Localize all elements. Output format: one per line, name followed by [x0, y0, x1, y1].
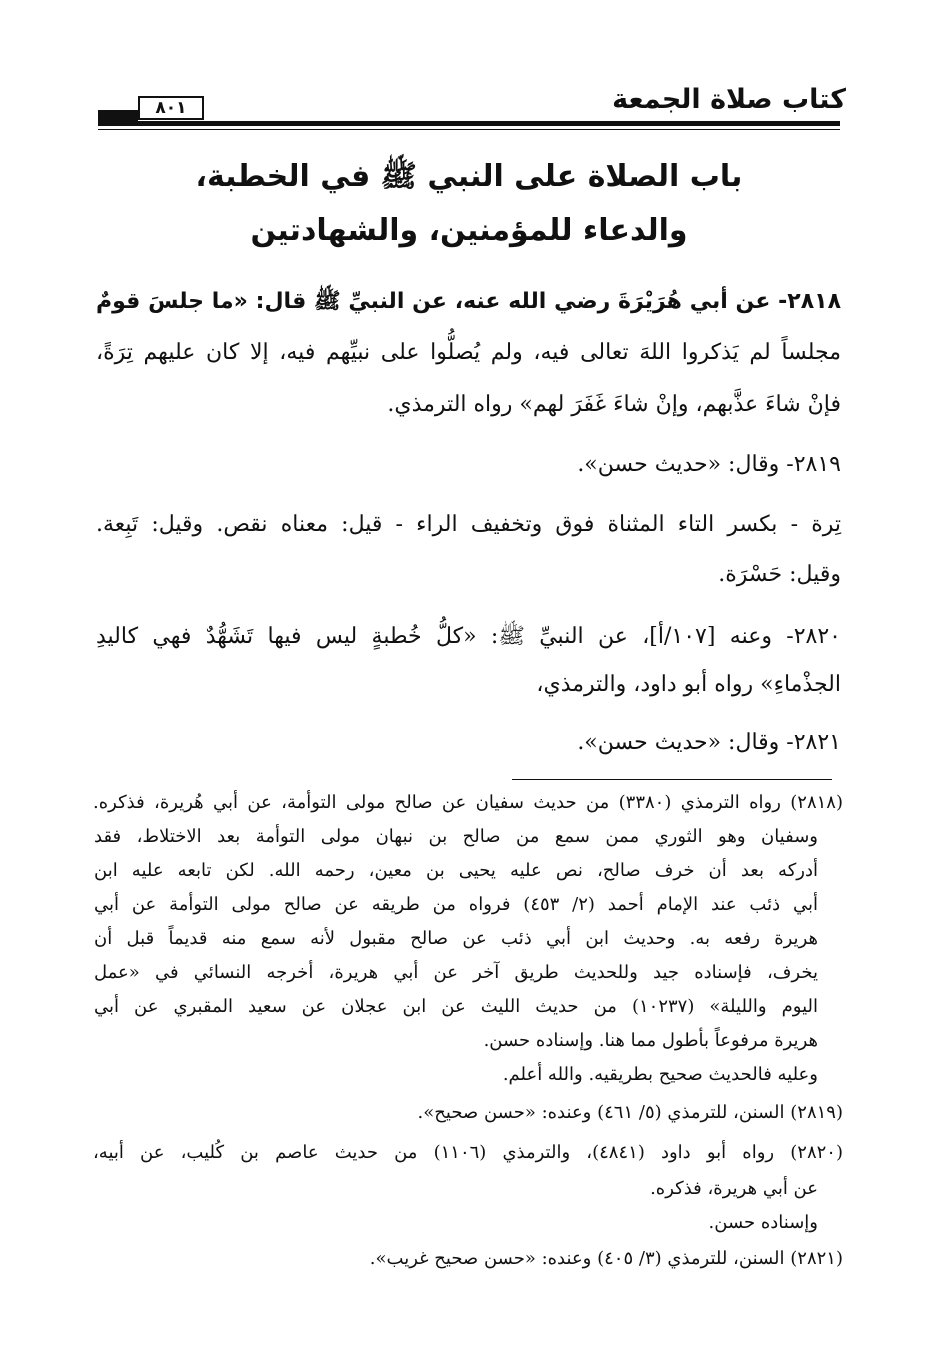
header-rule-thick [98, 121, 840, 126]
footnote-2820-line-2: عن أبي هريرة، فذكره. [650, 1178, 818, 1199]
tira-explanation-line-1: تِرة - بكسر التاء المثناة فوق وتخفيف الراء - قيل: معناه نقص. وقيل: تَبِعة. [96, 512, 841, 537]
header-rule-cap [98, 110, 138, 121]
footnote-2818-line-1: (٢٨١٨) رواه الترمذي (٣٣٨٠) من حديث سفيان عن صالح مولى التوأمة، عن أبي هُريرة، فذكره. [93, 792, 843, 813]
page-number: ٨٠١ [138, 96, 204, 120]
hadith-2818-line-3: فإنْ شاءَ عذَّبهم، وإنْ شاءَ غَفَرَ لهم» رواه الترمذي. [387, 392, 841, 417]
footnote-2818-line-4: أبي ذئب عند الإمام أحمد (٢/ ٤٥٣) فرواه من طريقه عن صالح مولى التوأمة عن أبي [94, 894, 818, 915]
hadith-2818-line-1: ٢٨١٨- عن أبي هُرَيْرَةَ رضي الله عنه، عن النبيِّ ﷺ قال: «ما جلسَ قومٌ [96, 289, 841, 314]
footnote-2818-line-6: يخرف، فإسناده جيد وللحديث طريق آخر عن أبي هريرة، أخرجه النسائي في «عمل [94, 962, 818, 983]
hadith-2820-line-2: الجذْماءِ» رواه أبو داود، والترمذي، [536, 672, 841, 697]
hadith-2819: ٢٨١٩- وقال: «حديث حسن». [577, 452, 841, 477]
chapter-title-line-1: باب الصلاة على النبي ﷺ في الخطبة، [195, 159, 743, 194]
footnote-2820-line-3: وإسناده حسن. [708, 1212, 818, 1233]
footnote-2819: (٢٨١٩) السنن، للترمذي (٥/ ٤٦١) وعنده: «حسن صحيح». [417, 1102, 843, 1123]
footnote-2820-line-1: (٢٨٢٠) رواه أبو داود (٤٨٤١)، والترمذي (١١٠٦) من حديث عاصم بن كُليب، عن أبيه، [93, 1142, 843, 1163]
footnote-2818-line-9: وعليه فالحديث صحيح بطريقيه. والله أعلم. [502, 1064, 818, 1085]
footnote-2818-line-8: هريرة مرفوعاً بأطول مما هنا. وإسناده حسن. [483, 1030, 818, 1051]
header-rule-thin [98, 129, 840, 130]
footnote-separator [512, 779, 832, 780]
hadith-2818-line-2: مجلساً لم يَذكروا اللهَ تعالى فيه، ولم يُصلُّوا على نبيِّهم فيه، إلا كان عليهم تِرَةً، [96, 340, 841, 365]
footnote-2818-line-2: وسفيان وهو الثوري ممن سمع من صالح بن نبهان مولى التوأمة بعد الاختلاط، فقد [94, 826, 818, 847]
hadith-2821: ٢٨٢١- وقال: «حديث حسن». [577, 730, 841, 755]
tira-explanation-line-2: وقيل: حَسْرَة. [718, 562, 841, 587]
footnote-2821: (٢٨٢١) السنن، للترمذي (٣/ ٤٠٥) وعنده: «حسن صحيح غريب». [369, 1248, 843, 1269]
footnote-2818-line-3: أدركه بعد أن خرف صالح، نص عليه يحيى بن معين، رحمه الله. لكن تابعه عليه ابن [94, 860, 818, 881]
running-title: كتاب صلاة الجمعة [612, 84, 846, 115]
footnote-2818-line-5: هريرة رفعه به. وحديث ابن أبي ذئب عن صالح مقبول لأنه سمع منه قديماً قبل أن [94, 928, 818, 949]
chapter-title-line-2: والدعاء للمؤمنين، والشهادتين [250, 213, 688, 248]
hadith-2820-line-1: ٢٨٢٠- وعنه [١٠٧/أ]، عن النبيِّ ﷺ: «كلُّ خُطبةٍ ليس فيها تَشَهُّدٌ فهي كاليدِ [96, 624, 841, 649]
footnote-2818-line-7: اليوم والليلة» (١٠٢٣٧) من حديث الليث عن ابن عجلان عن سعيد المقبري عن أبي [94, 996, 818, 1017]
